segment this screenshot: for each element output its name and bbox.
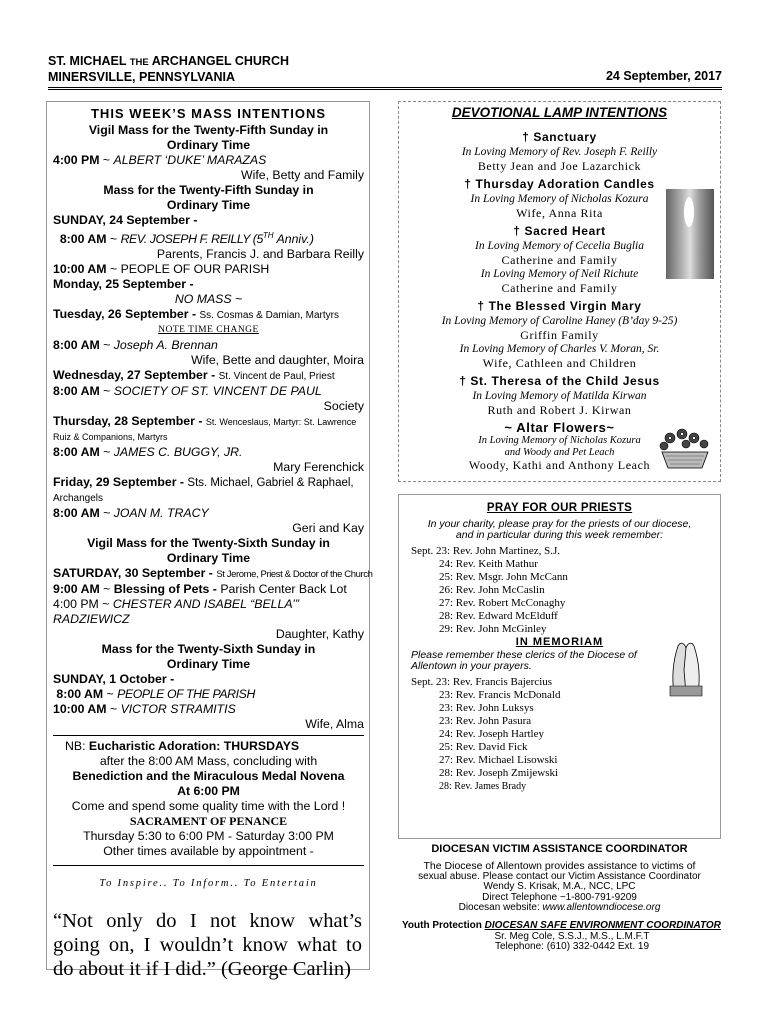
mass-entry: 8:00 AM ~ REV. JOSEPH F. REILLY (5TH Anniv.): [59, 231, 314, 247]
victim-assistance: [398, 843, 721, 914]
feast-name: St Jerome, Priest & Doctor of the Church: [216, 569, 373, 581]
intention-name: SOCIETY OF ST. VINCENT DE PAUL: [113, 384, 322, 399]
mass-time: 8:00 AM: [59, 232, 107, 247]
youth-contact: Sr. Meg Cole, S.S.J., M.S., L.M.F.T: [494, 930, 650, 942]
penance-title: SACRAMENT OF PENANCE: [129, 814, 288, 829]
mass-time: 8:00 AM: [56, 687, 104, 702]
priest-list-item: 27: Rev. Robert McConaghy: [439, 597, 566, 609]
requested-by: Wife, Betty and Family: [240, 168, 364, 182]
requested-by: Mary Ferenchick: [273, 460, 364, 475]
vigil-heading: Vigil Mass for the Twenty-Sixth Sunday in: [87, 536, 330, 551]
vigil-heading: Ordinary Time: [166, 138, 251, 152]
adoration-note: [53, 739, 364, 754]
priest-list-item: 26: Rev. John McCaslin: [439, 584, 545, 596]
mass-entry: 8:00 AM ~ JAMES C. BUGGY, JR.: [53, 445, 243, 460]
church-name-part: ST. MICHAEL: [48, 54, 130, 68]
lamp-donor: Wife, Cathleen and Children: [482, 356, 637, 370]
day-heading-row: [53, 414, 364, 430]
memoriam-list-item: 24: Rev. Joseph Hartley: [439, 728, 544, 740]
memoriam-list-item: 23: Rev. John Pasura: [439, 715, 532, 727]
lamp-heading: † Sanctuary: [522, 130, 597, 144]
intention-name: REV. JOSEPH F. REILLY (5: [120, 232, 263, 247]
lamp-donor: Betty Jean and Joe Lazarchick: [477, 159, 642, 173]
divider: [53, 735, 364, 736]
quote: “Not only do I not know what’s going on, I wouldn’t know what to do about it if I did.” (George Carlin): [53, 910, 362, 981]
lamp-donor: Catherine and Family: [501, 253, 618, 267]
lamp-donor: Catherine and Family: [501, 281, 618, 295]
feast-name: St. Wenceslaus, Martyr: St. Lawrence: [205, 417, 357, 428]
priest-list-item: Sept. 23: Rev. John Martinez, S.J.: [411, 545, 560, 557]
day-heading-row: [53, 475, 364, 491]
vigil-heading: Ordinary Time: [166, 551, 251, 566]
lamp-memory: In Loving Memory of Nicholas Kozura: [478, 435, 641, 446]
mass-entry: 4:00 PM ~ ALBERT ‘DUKE’ MARAZAS: [53, 153, 267, 167]
superscript: TH: [262, 231, 274, 240]
mass-entry: 10:00 AM ~ VICTOR STRAMITIS: [53, 702, 236, 717]
lamp-donor: Griffin Family: [520, 328, 599, 342]
time-change-note: NOTE TIME CHANGE: [158, 325, 259, 336]
lamp-title: DEVOTIONAL LAMP INTENTIONS: [451, 105, 668, 120]
nb-label: NB:: [65, 739, 89, 754]
mass-time: 9:00 AM: [53, 582, 100, 597]
feast-name: St. Vincent de Paul, Priest: [218, 371, 335, 383]
day-heading: Friday, 29 September -: [53, 475, 184, 490]
intention-name: PEOPLE OF THE PARISH: [117, 687, 255, 702]
feast-name: Ruiz & Companions, Martyrs: [53, 432, 168, 443]
mass-time: 8:00 AM: [53, 506, 100, 521]
lamp-memory: In Loving Memory of Neil Richute: [480, 268, 639, 280]
mass-entry: 8:00 AM ~ JOAN M. TRACY: [53, 506, 209, 521]
penance-times: Other times available by appointment -: [103, 844, 314, 859]
priest-list-item: 25: Rev. Msgr. John McCann: [439, 571, 568, 583]
requested-by: Daughter, Kathy: [275, 627, 364, 642]
mass-heading: Mass for the Twenty-Sixth Sunday in: [101, 642, 316, 657]
youth-heading: [402, 921, 722, 932]
pray-intro: In your charity, please pray for the priests of our diocese, and in particular during this week remember:: [427, 518, 692, 541]
header-rule: [48, 87, 722, 90]
lamp-heading: † Thursday Adoration Candles: [464, 177, 655, 191]
mass-entry: 8:00 AM ~ SOCIETY OF ST. VINCENT DE PAUL: [53, 384, 322, 399]
victim-text: sexual abuse. Please contact our Victim Assistance Coordinator: [418, 870, 701, 882]
memoriam-list-item: Sept. 23: Rev. Francis Bajercius: [411, 676, 553, 688]
adoration-text: after the 8:00 AM Mass, concluding with: [99, 754, 318, 769]
candle-flame: [684, 197, 694, 227]
mass-heading: Mass for the Twenty-Fifth Sunday in: [103, 183, 314, 197]
church-name: [48, 54, 722, 70]
website-label: Diocesan website:: [458, 902, 543, 913]
lamp-memory: and Woody and Pet Leach: [504, 446, 615, 458]
lamp-donor: Wife, Anna Rita: [516, 206, 603, 220]
mass-entry: 4:00 PM ~ CHESTER AND ISABEL “BELLA’”: [53, 597, 299, 612]
day-heading: SUNDAY, 1 October -: [53, 672, 175, 687]
adoration-text: At 6:00 PM: [177, 784, 240, 799]
adoration-title: Eucharistic Adoration: THURSDAYS: [88, 739, 300, 754]
day-heading: SATURDAY, 30 September -: [53, 566, 213, 581]
lamp-donor: Woody, Kathi and Anthony Leach: [468, 458, 651, 472]
pray-title: PRAY FOR OUR PRIESTS: [486, 502, 633, 514]
victim-text: The Diocese of Allentown provides assistance to victims of: [423, 860, 696, 872]
day-heading: Monday, 25 September -: [53, 277, 194, 292]
diocese-website-link[interactable]: www.allentowndiocese.org: [542, 902, 661, 913]
lamp-heading: ~ Altar Flowers~: [504, 420, 615, 435]
memoriam-list-item: 27: Rev. Michael Lisowski: [439, 754, 558, 766]
intention-name: RADZIEWICZ: [53, 612, 130, 627]
lamp-donor: Ruth and Robert J. Kirwan: [487, 403, 632, 417]
youth-title: DIOCESAN SAFE ENVIRONMENT COORDINATOR: [484, 920, 721, 931]
memoriam-intro: Please remember these clerics of the Diocese of Allentown in your prayers.: [411, 649, 637, 672]
divider: [53, 865, 364, 866]
intention-name: JOAN M. TRACY: [113, 506, 209, 521]
church-name-part: ARCHANGEL CHURCH: [148, 54, 290, 68]
feast-name: Archangels: [53, 493, 104, 505]
priest-list: [399, 545, 720, 636]
victim-text: Wendy S. Krisak, M.A., NCC, LPC: [483, 881, 636, 892]
vigil-heading: Vigil Mass for the Twenty-Fifth Sunday in: [88, 123, 329, 137]
requested-by: Wife, Bette and daughter, Moira: [191, 353, 364, 368]
youth-contact: Telephone: (610) 332-0442 Ext. 19: [495, 941, 649, 952]
adoration-text: Come and spend some quality time with the Lord !: [71, 799, 346, 814]
candle-image: [666, 189, 714, 279]
victim-text: Direct Telephone ~1-800-791-9209: [482, 891, 637, 903]
memoriam-title: IN MEMORIAM: [515, 636, 604, 648]
lamp-heading: † St. Theresa of the Child Jesus: [459, 374, 660, 388]
mass-entry: 8:00 AM ~ PEOPLE OF THE PARISH: [56, 687, 255, 702]
day-heading-row: [53, 566, 373, 582]
mass-time: 8:00 AM: [53, 384, 100, 399]
youth-label: Youth Protection: [402, 920, 485, 931]
memoriam-list-item: 23: Rev. Francis McDonald: [439, 689, 561, 701]
lamp-memory: In Loving Memory of Rev. Joseph F. Reilly: [461, 146, 658, 158]
mass-time: 10:00 AM: [53, 702, 107, 717]
bulletin-date: 24 September, 2017: [605, 69, 722, 83]
memoriam-list-item: 28: Rev. Joseph Zmijewski: [439, 767, 559, 779]
mass-heading: Ordinary Time: [166, 657, 251, 672]
lamp-heading: † The Blessed Virgin Mary: [477, 299, 642, 313]
church-location: MINERSVILLE, PENNSYLVANIA: [48, 70, 236, 84]
youth-protection: [402, 921, 722, 953]
event-location: Parish Center Back Lot: [216, 582, 347, 597]
requested-by: Parents, Francis J. and Barbara Reilly: [156, 247, 364, 262]
mass-entry: 10:00 AM ~ PEOPLE OF OUR PARISH: [53, 262, 270, 277]
mass-intentions-title: THIS WEEK’S MASS INTENTIONS: [90, 106, 326, 121]
requested-by: Geri and Kay: [292, 521, 364, 536]
intention-name: VICTOR STRAMITIS: [120, 702, 236, 717]
lamp-memory: In Loving Memory of Nicholas Kozura: [470, 193, 649, 205]
church-name-the: THE: [129, 57, 149, 68]
victim-title: DIOCESAN VICTIM ASSISTANCE COORDINATOR: [431, 843, 688, 855]
intention-name: ALBERT ‘DUKE’ MARAZAS: [113, 153, 267, 167]
no-mass-note: NO MASS ~: [174, 292, 243, 307]
memoriam-list-item: 23: Rev. John Luksys: [439, 702, 534, 714]
adoration-text: Benediction and the Miraculous Medal Novena: [72, 769, 345, 784]
day-heading-row: [53, 368, 364, 384]
intention-name: PEOPLE OF OUR PARISH: [120, 262, 270, 277]
day-heading: Wednesday, 27 September -: [53, 368, 216, 383]
feast-name: Ss. Cosmas & Damian, Martyrs: [199, 310, 339, 322]
lamp-memory: In Loving Memory of Matilda Kirwan: [472, 390, 647, 402]
tagline: To Inspire.. To Inform.. To Entertain: [99, 878, 318, 890]
mass-time: 8:00 AM: [53, 338, 100, 353]
lamp-intentions-box: [398, 101, 721, 482]
penance-times: Thursday 5:30 to 6:00 PM - Saturday 3:00 PM: [83, 829, 334, 844]
memoriam-list-item: 28: Rev. James Brady: [439, 781, 527, 792]
day-heading: Thursday, 28 September -: [53, 414, 203, 429]
bulletin-header: [48, 54, 722, 85]
feast-name: Sts. Michael, Gabriel & Raphael,: [187, 477, 354, 490]
intention-anniv: Anniv.): [273, 232, 314, 247]
requested-by: Society: [323, 399, 364, 414]
victim-text: [398, 903, 721, 914]
mass-entry: 9:00 AM ~ Blessing of Pets - Parish Center Back Lot: [53, 582, 347, 597]
day-heading: Tuesday, 26 September -: [53, 307, 197, 322]
mass-entry: 8:00 AM ~ Joseph A. Brennan: [53, 338, 218, 353]
flower-basket-image: [656, 428, 714, 470]
intention-name: JAMES C. BUGGY, JR.: [113, 445, 243, 460]
mass-time: 10:00 AM: [53, 262, 107, 277]
mass-time: 8:00 AM: [53, 445, 100, 460]
lamp-memory: In Loving Memory of Charles V. Moran, Sr.: [459, 343, 660, 355]
requested-by: Wife, Alma: [305, 717, 364, 732]
priest-list-item: 29: Rev. John McGinley: [439, 623, 547, 635]
mass-time: 4:00 PM: [53, 597, 99, 612]
lamp-heading: † Sacred Heart: [513, 224, 606, 238]
intention-name: Joseph A. Brennan: [113, 338, 218, 353]
priest-list-item: 28: Rev. Edward McElduff: [439, 610, 558, 622]
event-name: Blessing of Pets -: [113, 582, 217, 597]
day-heading-row: [53, 307, 364, 323]
mass-intentions-box: [46, 101, 373, 981]
intention-name: CHESTER AND ISABEL “BELLA’”: [112, 597, 299, 612]
mass-time: 4:00 PM: [53, 153, 100, 167]
praying-hands-image: [666, 640, 706, 698]
mass-heading: Ordinary Time: [166, 198, 251, 212]
lamp-memory: In Loving Memory of Caroline Haney (B’day 9-25): [441, 315, 678, 327]
lamp-memory: In Loving Memory of Cecelia Buglia: [475, 240, 644, 252]
day-heading: SUNDAY, 24 September -: [53, 213, 198, 227]
memoriam-list-item: 25: Rev. David Fick: [439, 741, 528, 753]
priest-list-item: 24: Rev. Keith Mathur: [439, 558, 538, 570]
